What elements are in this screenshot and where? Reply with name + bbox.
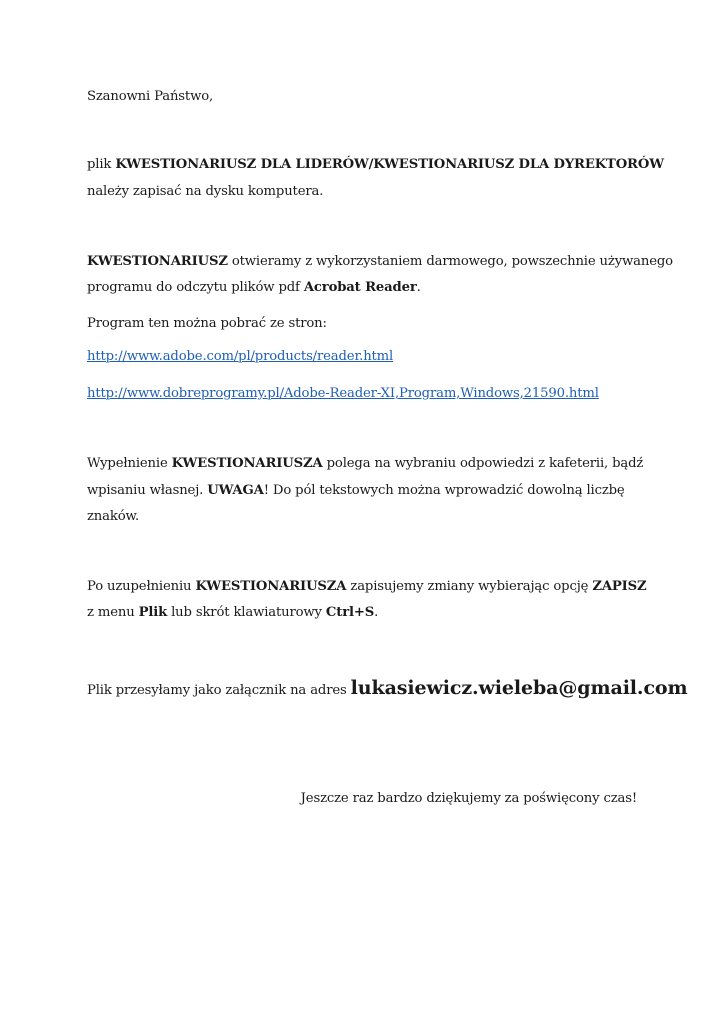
- warning-label: UWAGA: [207, 483, 264, 498]
- acrobat-reader-name: Acrobat Reader: [303, 280, 417, 295]
- adobe-link-line: [87, 348, 393, 366]
- closing-thanks: Jeszcze raz bardzo dziękujemy za poświęcony czas!: [300, 791, 637, 806]
- paragraph-save-changes-line1: Po uzupełnieniu KWESTIONARIUSZA zapisujemy zmiany wybierając opcję ZAPISZ: [87, 579, 647, 594]
- questionnaire-name: KWESTIONARIUSZ DLA LIDERÓW/KWESTIONARIUSZ DLA DYREKTORÓW: [115, 157, 664, 172]
- shortcut-label: Ctrl+S: [325, 605, 375, 620]
- paragraph-send: Plik przesyłamy jako załącznik na adres lukasiewicz.wieleba@gmail.com: [87, 677, 688, 699]
- greeting: Szanowni Państwo,: [87, 89, 214, 104]
- adobe-reader-link[interactable]: http://www.adobe.com/pl/products/reader.html: [87, 349, 394, 364]
- dobreprogramy-link[interactable]: http://www.dobreprogramy.pl/Adobe-Reader-XI,Program,Windows,21590.html: [87, 386, 599, 401]
- paragraph-save-file-line1: plik KWESTIONARIUSZ DLA LIDERÓW/KWESTIONARIUSZ DLA DYREKTORÓW: [87, 157, 664, 172]
- download-intro: Program ten można pobrać ze stron:: [87, 316, 327, 331]
- paragraph-open-line1: KWESTIONARIUSZ otwieramy z wykorzystaniem darmowego, powszechnie używanego: [87, 254, 673, 269]
- paragraph-save-file-line2: należy zapisać na dysku komputera.: [87, 184, 324, 199]
- paragraph-save-changes-line2: z menu Plik lub skrót klawiaturowy Ctrl+S.: [87, 605, 379, 620]
- file-menu-label: Plik: [138, 605, 168, 620]
- paragraph-open-line2: programu do odczytu plików pdf Acrobat Reader.: [87, 280, 421, 295]
- save-option-label: ZAPISZ: [592, 579, 647, 594]
- email-address[interactable]: lukasiewicz.wieleba@gmail.com: [350, 677, 688, 699]
- paragraph-fill-line3: znaków.: [87, 509, 140, 524]
- paragraph-fill-line2: wpisaniu własnej. UWAGA! Do pól tekstowych można wprowadzić dowolną liczbę: [87, 483, 625, 498]
- dobreprogramy-link-line: [87, 385, 599, 403]
- paragraph-fill-line1: Wypełnienie KWESTIONARIUSZA polega na wybraniu odpowiedzi z kafeterii, bądź: [87, 456, 644, 471]
